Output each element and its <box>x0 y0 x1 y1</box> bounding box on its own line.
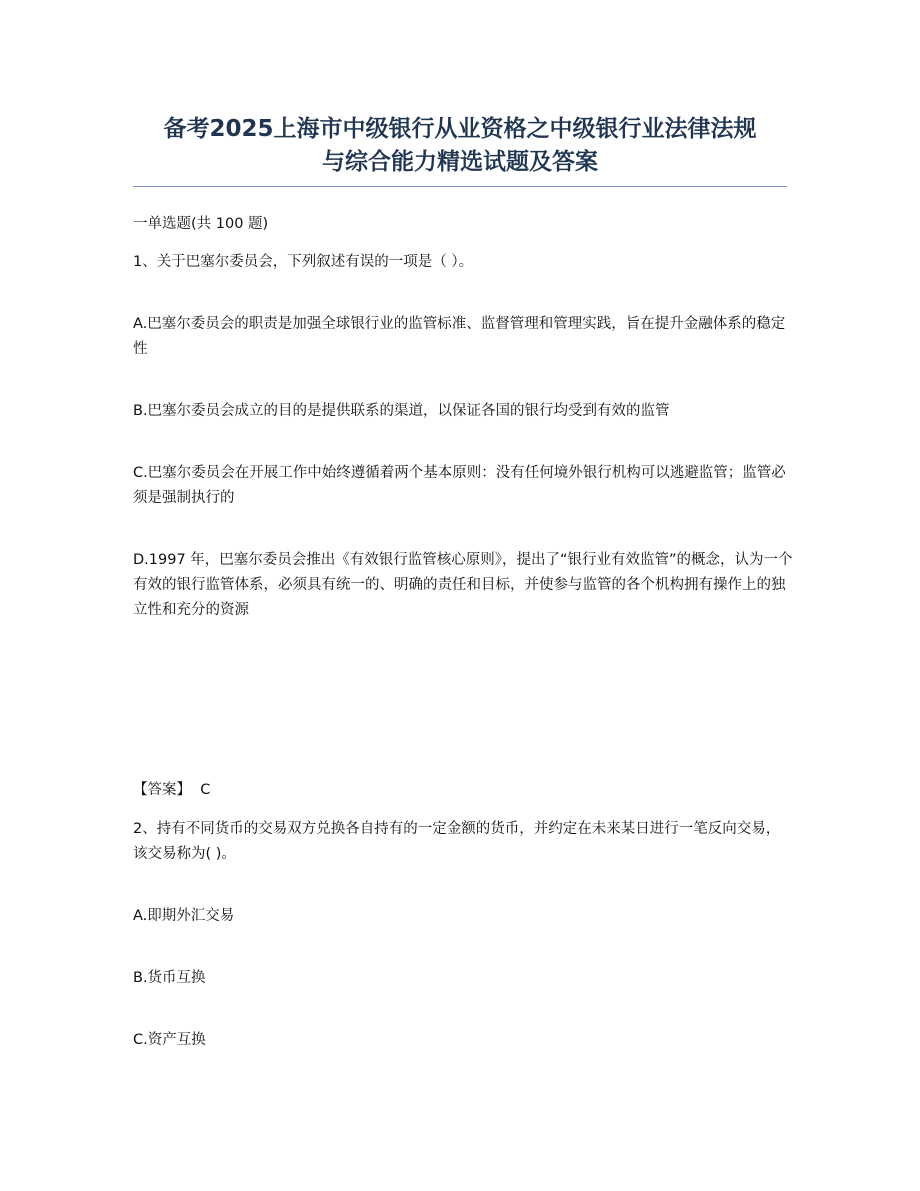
question-1-option-b: B.巴塞尔委员会成立的目的是提供联系的渠道，以保证各国的银行均受到有效的监管 <box>133 403 670 419</box>
question-1-option-a: A.巴塞尔委员会的职责是加强全球银行业的监管标准、监督管理和管理实践，旨在提升金融体系的稳定性 <box>133 316 786 357</box>
question-2-option-a: A.即期外汇交易 <box>133 908 235 924</box>
title-line-1: 备考2025上海市中级银行从业资格之中级银行业法律法规 <box>163 116 757 142</box>
section-heading: 一单选题(共 100 题) <box>133 216 269 232</box>
title-divider <box>133 186 787 187</box>
question-1-option-d: D.1997 年，巴塞尔委员会推出《有效银行监管核心原则》，提出了“银行业有效监管”的概念，认为一个有效的银行监管体系，必须具有统一的、明确的责任和目标，并使参与监管的各个机构拥有操作上的独立性和充分的资源 <box>133 552 793 618</box>
question-2-option-b: B.货币互换 <box>133 970 206 986</box>
question-1-answer: 【答案】 C <box>133 782 211 798</box>
title-line-2: 与综合能力精选试题及答案 <box>322 149 598 175</box>
question-1-stem: 1、关于巴塞尔委员会，下列叙述有误的一项是（ ）。 <box>133 254 474 270</box>
question-2-stem: 2、持有不同货币的交易双方兑换各自持有的一定金额的货币，并约定在未来某日进行一笔反向交易，该交易称为( )。 <box>133 821 781 862</box>
document-title <box>120 113 800 179</box>
question-2-option-c: C.资产互换 <box>133 1032 206 1048</box>
question-1-option-c: C.巴塞尔委员会在开展工作中始终遵循着两个基本原则：没有任何境外银行机构可以逃避监管；监管必须是强制执行的 <box>133 465 786 506</box>
